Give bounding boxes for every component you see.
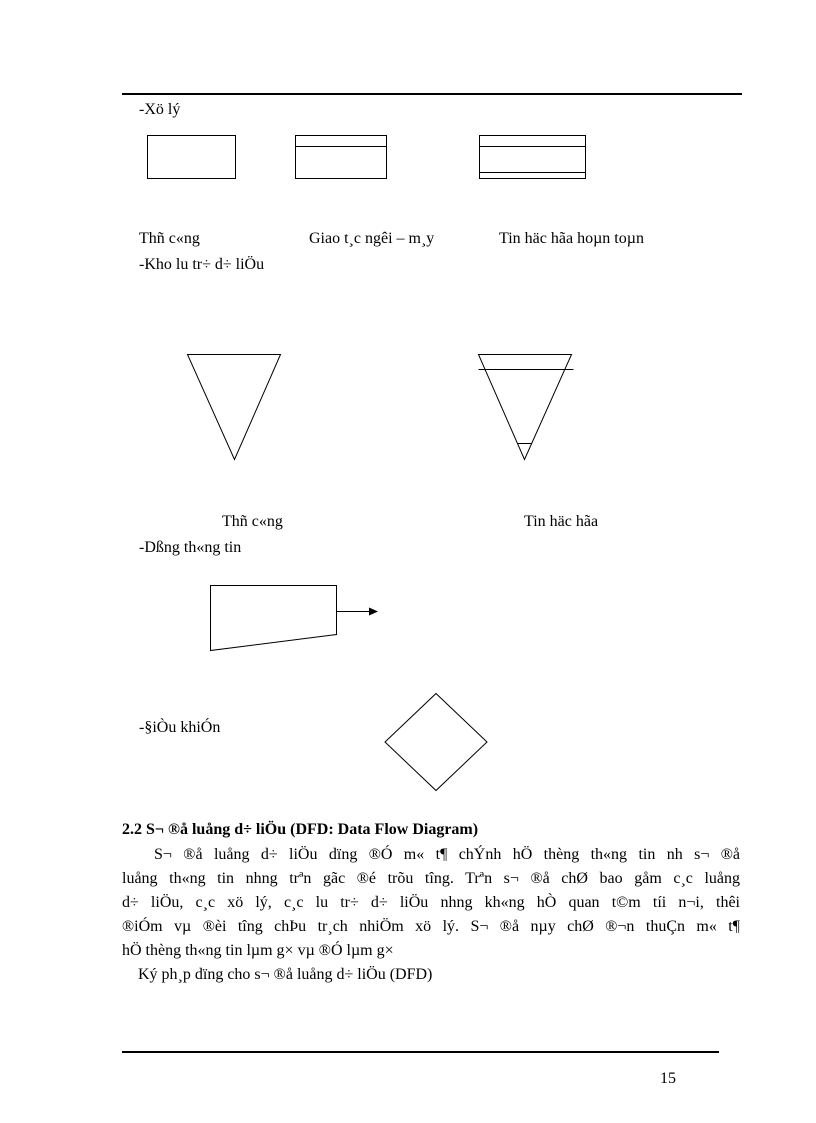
storage-caption-manual: Thñ c«ng [222,513,283,530]
paragraph-line: luång th«ng tin nhng trªn gãc ®é trõu tîng. Trªn s¬ ®å chØ bao gåm c¸c luång [122,870,740,887]
paragraph-line: S¬ ®å luång d÷ liÖu dïng ®Ó m« t¶ chÝnh hÖ thèng th«ng tin nh s¬ ®å [154,846,740,863]
notation-line: Ký ph¸p dïng cho s¬ ®å luång d÷ liÖu (DFD) [138,966,433,983]
control-shape [385,694,487,791]
paragraph-line: hÖ thèng th«ng tin lµm g× vµ ®Ó lµm g× [122,942,394,959]
process-caption-interactive: Giao t¸c ngêi – m¸y [309,230,435,247]
process-caption-automated: Tin häc hãa hoµn toµn [499,230,644,247]
storage-manual-shape [188,355,281,460]
process-manual-shape [148,136,236,179]
storage-section-label: -Kho lu tr÷ d÷ liÖu [139,256,265,273]
paragraph-line: ®iÓm vµ ®èi tîng chÞu tr¸ch nhiÖm xö lý. S¬ ®å nµy chØ ®¬n thuÇn m« t¶ [122,918,740,935]
flow-section-label: -Dßng th«ng tin [139,539,242,556]
process-section-label: -Xö lý [139,101,181,118]
flow-arrow-head-icon [369,608,378,616]
dfd-heading: 2.2 S¬ ®å luång d÷ liÖu (DFD: Data Flow Diagram) [122,821,479,838]
process-caption-manual: Thñ c«ng [139,230,200,247]
paragraph-line: d÷ liÖu, c¸c xö lý, c¸c lu tr÷ d÷ liÖu nhng kh«ng hÒ quan t©m tíi n¬i, thêi [122,894,740,911]
page-number: 15 [660,1070,676,1087]
control-section-label: -§iÒu khiÓn [139,719,221,736]
storage-caption-automated: Tin häc hãa [524,513,599,530]
process-interactive-shape [296,136,387,179]
flow-shape [211,586,337,651]
